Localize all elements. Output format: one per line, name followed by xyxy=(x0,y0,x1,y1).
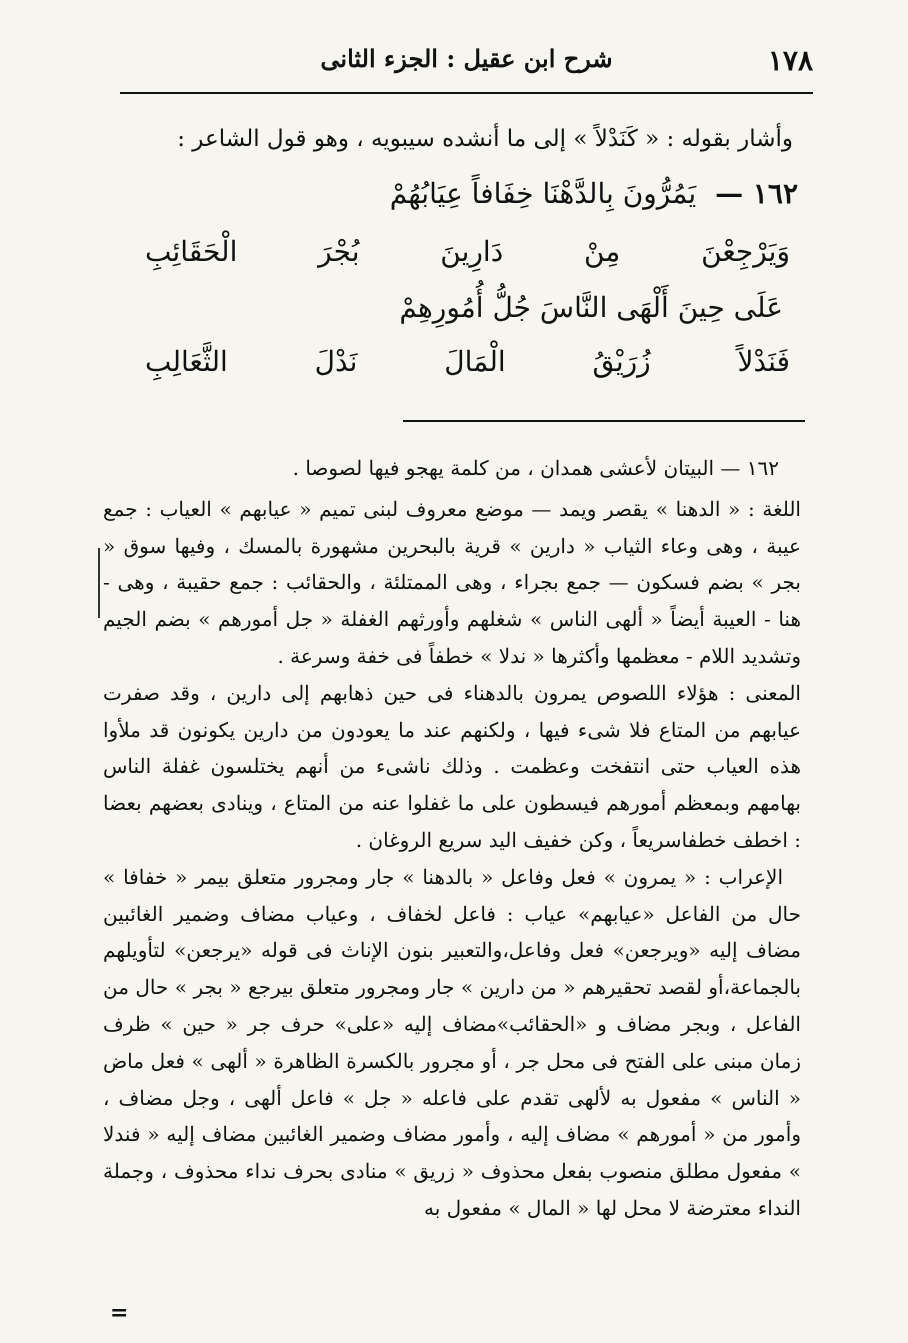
intro-text: وأشار بقوله : « كَنَدْلاً » إلى ما أنشده سيبويه ، وهو قول الشاعر : xyxy=(177,126,793,152)
verse-number: ١٦٢ — xyxy=(715,177,798,210)
verse-line-4: فَنَدْلاً زُرَيْقُ الْمَالَ نَدْلَ الثَّعَالِبِ xyxy=(145,345,790,378)
continuation-mark: = xyxy=(110,1300,129,1326)
footnote-language: اللغة : « الدهنا » يقصر ويمد — موضع معروف لبنى تميم « عيابهم » العياب : جمع عيبة ، وهى وعاء الثياب « دارين » قرية بالبحرين مشهورة بالمسك ، وفيها سوق « بجر » بضم فسكون — جمع بجراء ، وهى الممتلئة ، والحقائب : جمع حقيبة ، وهى - هنا - العيبة أيضاً « ألهى الناس » شغلهم وأورثهم الغفلة « جل أمورهم » بضم الجيم وتشديد اللام - معظمها وأكثرها « ندلا » خطفاً فى خفة وسرعة . xyxy=(103,496,801,668)
footnote-grammar: الإعراب : « يمرون » فعل وفاعل « بالدهنا » جار ومجرور متعلق بيمر « خفافا » حال من الفاعل «عيابهم» عياب : فاعل لخفاف ، وعياب مضاف وضمير الغائبين مضاف إليه «ويرجعن» فعل وفاعل،والتعبير بنون الإناث فى قوله «يرجعن» لتأويلهم بالجماعة،أو لقصد تحقيرهم « من دارين » جار ومجرور متعلق بيرجع « بجر » حال من الفاعل ، وبجر مضاف و «الحقائب»مضاف إليه «على» حرف جر « حين » ظرف زمان مبنى على الفتح فى محل جر ، أو مجرور بالكسرة الظاهرة « ألهى » فعل ماض « الناس » مفعول به لألهى تقدم على فاعله « جل » فاعل ألهى ، وجل مضاف ، وأمور من « أمورهم » مضاف إليه ، وأمور مضاف وضمير الغائبين مضاف إليه « فندلا » مفعول مطلق منصوب بفعل محذوف « زريق » منادى بحرف نداء محذوف ، وجملة النداء معترضة لا محل لها « المال » مفعول به xyxy=(103,864,801,1220)
footnote-meaning: المعنى : هؤلاء اللصوص يمرون بالدهناء فى حين ذهابهم إلى دارين ، وقد صفرت عيابهم من المتاع فلا شىء فيها ، ولكنهم عند ما يعودون من دارين يكونون قد ملأوا هذه العياب حتى انتفخت وعظمت . وذلك ناشىء من أنهم يختلسون غفلة الناس بهامهم وبمعظم أمورهم فيسطون على ما غفلوا عنه من المتاع ، وينادى بعضهم بعضا : اخطف خطفاسريعاً ، وكن خفيف اليد سريع الروغان . xyxy=(103,680,801,852)
verse-line-3: عَلَى حِينَ أَلْهَى النَّاسَ جُلُّ أُمُورِهِمْ xyxy=(399,291,783,324)
verse-line-1-text: يَمُرُّونَ بِالدَّهْنَا خِفَافاً عِيَابُهُمْ xyxy=(389,177,697,210)
footnote-attribution: ١٦٢ — البيتان لأعشى همدان ، من كلمة يهجو فيها لصوصا . xyxy=(292,456,779,480)
running-title: شرح ابن عقيل : الجزء الثانى xyxy=(320,44,613,73)
verse-line-1 xyxy=(390,176,798,212)
margin-mark xyxy=(98,548,100,618)
footnotes xyxy=(103,450,801,1227)
page-header xyxy=(120,40,813,94)
page-number: ١٧٨ xyxy=(767,44,813,77)
footnote-rule xyxy=(403,420,805,422)
verse-line-2: وَيَرْجِعْنَ مِنْ دَارِينَ بُجْرَ الْحَقَائِبِ xyxy=(145,235,790,268)
